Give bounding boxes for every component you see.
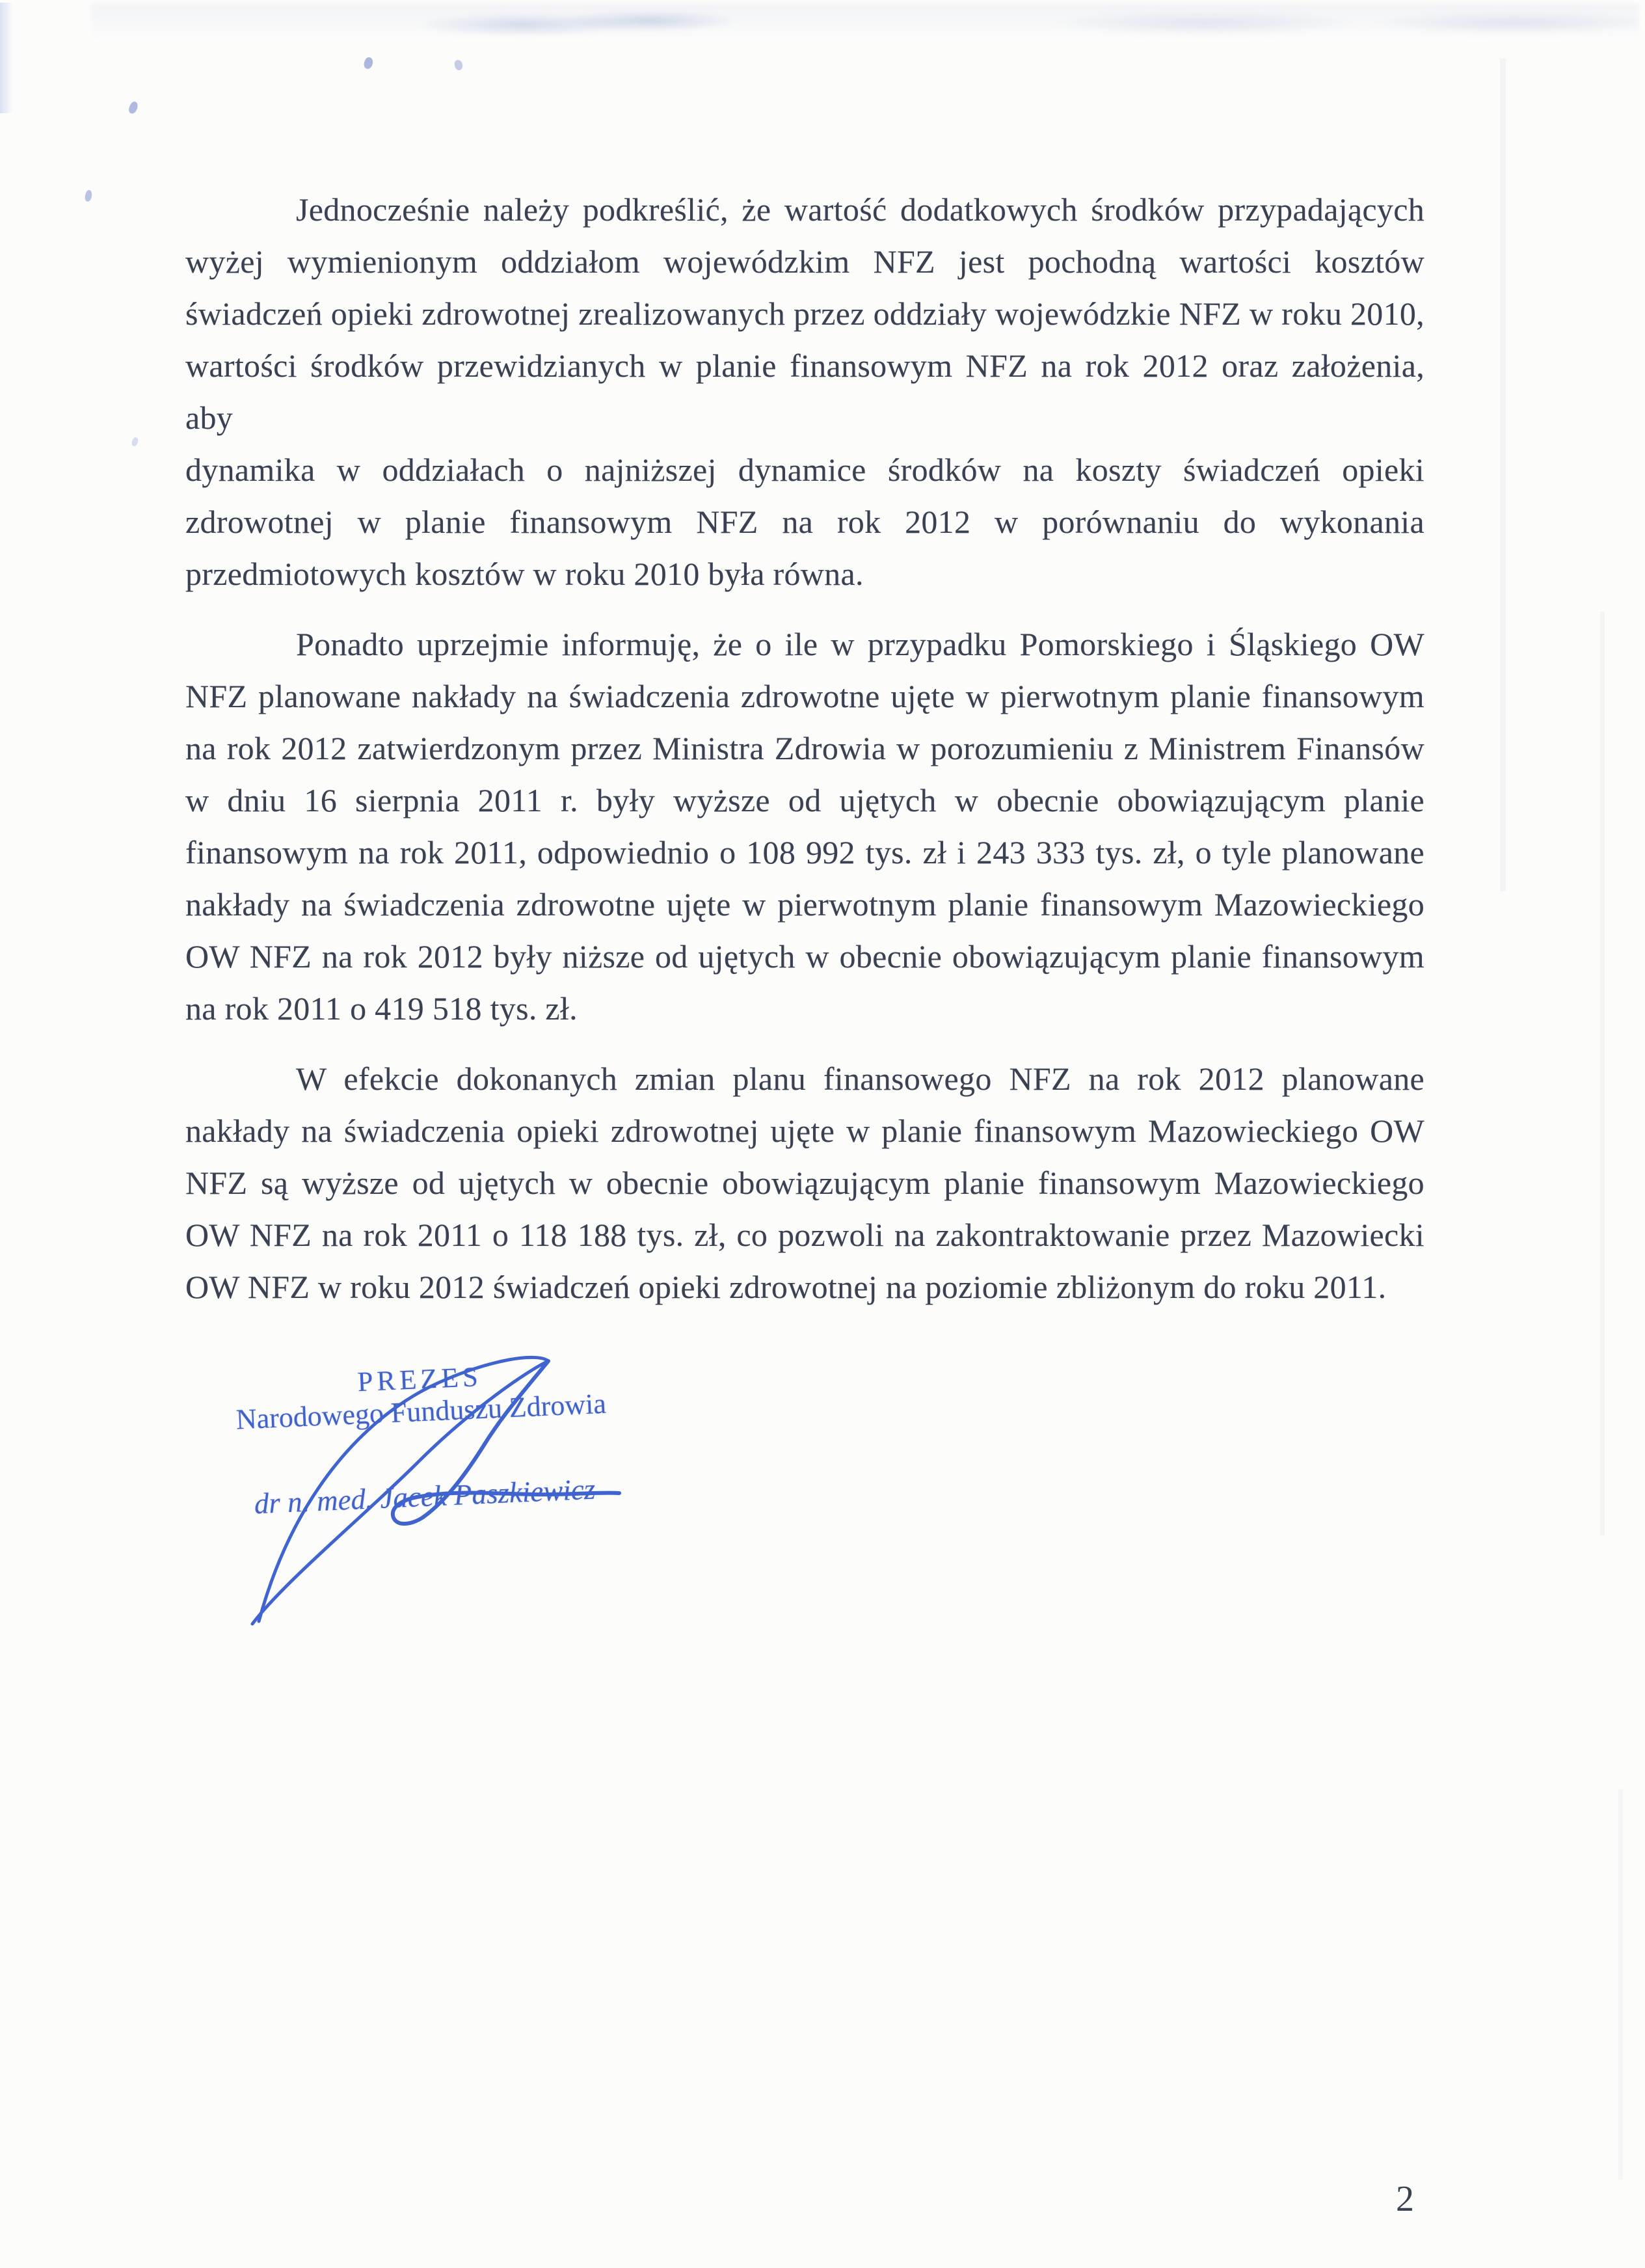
text-line: w dniu 16 sierpnia 2011 r. były wyższe od ujętych w obecnie obowiązującym planie (185, 782, 1424, 818)
text-line: NFZ są wyższe od ujętych w obecnie obowiązującym planie finansowym Mazowieckiego (185, 1165, 1424, 1201)
text-line: OW NFZ na rok 2011 o 118 188 tys. zł, co pozwoli na zakontraktowanie przez Mazowiecki (185, 1217, 1424, 1253)
ink-speck (127, 100, 140, 115)
paragraph (185, 183, 1424, 600)
scan-streak (1500, 59, 1506, 891)
letter-body (185, 183, 1424, 1331)
text-line: zdrowotnej w planie finansowym NFZ na rok 2012 w porównaniu do wykonania (185, 504, 1424, 540)
text-line: świadczeń opieki zdrowotnej zrealizowanych przez oddziały wojewódzkie NFZ w roku 2010, (185, 295, 1424, 332)
handwritten-signature-icon (215, 1334, 644, 1640)
paragraph (185, 618, 1424, 1034)
text-line: na rok 2011 o 419 518 tys. zł. (185, 990, 578, 1027)
text-line: finansowym na rok 2011, odpowiednio o 108 992 tys. zł i 243 333 tys. zł, o tyle planowane (185, 834, 1424, 871)
scan-smudge-top (91, 4, 1639, 42)
scan-streak (1618, 1789, 1623, 2180)
text-line: Ponadto uprzejmie informuję, że o ile w przypadku Pomorskiego i Śląskiego OW (296, 626, 1424, 662)
ink-speck (131, 437, 139, 447)
page-number: 2 (1396, 2179, 1414, 2219)
text-line: OW NFZ w roku 2012 świadczeń opieki zdrowotnej na poziomie zbliżonym do roku 2011. (185, 1269, 1387, 1305)
stamp-title: PREZES (356, 1361, 483, 1398)
text-line: wyżej wymienionym oddziałom wojewódzkim NFZ jest pochodną wartości kosztów (185, 243, 1424, 280)
text-line: przedmiotowych kosztów w roku 2010 była równa. (185, 556, 864, 592)
text-line: dynamika w oddziałach o najniższej dynamice środków na koszty świadczeń opieki (185, 452, 1424, 488)
scan-streak (1600, 612, 1605, 1535)
ink-speck (84, 189, 93, 202)
text-line: OW NFZ na rok 2012 były niższe od ujętych w obecnie obowiązującym planie finansowym (185, 938, 1424, 975)
stamp-signer-name: dr n. med. Jacek Paszkiewicz (253, 1472, 596, 1520)
ink-speck (454, 59, 464, 71)
text-line: nakłady na świadczenia zdrowotne ujęte w pierwotnym planie finansowym Mazowieckiego (185, 886, 1424, 923)
ink-speck (363, 56, 375, 70)
text-line: NFZ planowane nakłady na świadczenia zdrowotne ujęte w pierwotnym planie finansowym (185, 678, 1424, 714)
text-line: W efekcie dokonanych zmian planu finansowego NFZ na rok 2012 planowane (296, 1060, 1424, 1097)
text-line: wartości środków przewidzianych w planie finansowym NFZ na rok 2012 oraz założenia, aby (185, 347, 1424, 436)
stamp-organization: Narodowego Funduszu Zdrowia (235, 1387, 607, 1436)
text-line: nakłady na świadczenia opieki zdrowotnej ujęte w planie finansowym Mazowieckiego OW (185, 1113, 1424, 1149)
text-line: na rok 2012 zatwierdzonym przez Ministra Zdrowia w porozumieniu z Ministrem Finansów (185, 730, 1424, 766)
text-line: Jednocześnie należy podkreślić, że wartość dodatkowych środków przypadających (296, 191, 1424, 228)
paragraph (185, 1053, 1424, 1313)
scan-edge-tint (0, 3, 13, 113)
